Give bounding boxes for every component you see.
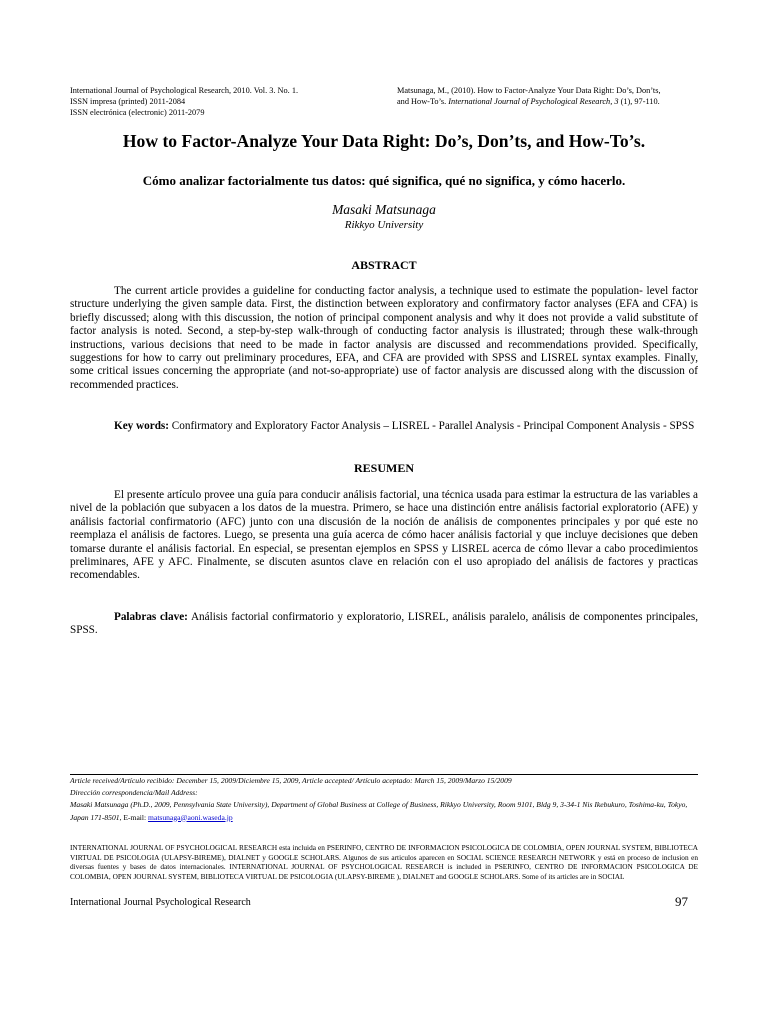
abstract-body: The current article provides a guideline for conducting factor analysis, a technique used to estimate the population- level factor structure underlying the given sample data. First, the distinction between exploratory and confirmatory factor analyses (EFA and CFA) is briefly discussed; along with this discussion, the notion of principal component analysis and why it does not provide a valid substitute of factor analysis is noted. Second, a step-by-step walk-through of conducting factor analysis is illustrated; through these walk-through instructions, various decisions that need to be made in factor analysis are discussed and recommendations provided. Specifically, suggestions for how to carry out preliminary procedures, EFA, and CFA are provided with SPSS and LISREL syntax examples. Finally, some critical issues concerning the appropriate (and not-so-appropriate) use of factor analysis are discussed along with the discussion of recommended practices. <box>70 285 698 391</box>
email-label: E-mail: <box>121 812 149 822</box>
palabras-clave-label: Palabras clave: <box>114 611 188 623</box>
resumen-keywords <box>70 611 698 638</box>
citation-journal: International Journal of Psychological Research, 3 <box>448 97 619 106</box>
palabras-clave-text: Análisis factorial confirmatorio y exploratorio, LISREL, análisis paralelo, análisis de componentes principales, SPSS. <box>70 611 699 637</box>
citation-line-1: Matsunaga, M., (2010). How to Factor-Analyze Your Data Right: Do’s, Don’ts, <box>397 86 661 95</box>
abstract-heading: ABSTRACT <box>351 258 417 272</box>
author-affiliation: Rikkyo University <box>344 219 424 231</box>
citation-pages: (1), 97-110. <box>618 97 660 106</box>
page-number: 97 <box>675 894 688 909</box>
keywords-label: Key words: <box>114 420 169 432</box>
resumen-body: El presente artículo provee una guía para conducir análisis factorial, una técnica usada para estimar la estructura de las variables a nivel de la población que subyacen a los datos de la muestra. Primero, se hace una distinción entre análisis factorial exploratorio (AFE) y análisis factorial confirmatorio (AFC) junto con una discusión de la noción de análisis de componentes principales y por qué este no reemplaza el análisis de factores. Luego, se presenta una guía acerca de cómo hacer análisis factorial y que incluye decisiones que deben tomarse durante el análisis factorial. En especial, se presentan ejemplos en SPSS y LISREL acerca de cómo llevar a cabo procedimientos preliminares, AFE y AFC. Finalmente, se discuten asuntos clave en relación con el uso apropiado del análisis de factores y practicas recomendables. <box>70 489 698 582</box>
journal-citation-line: International Journal of Psychological Research, 2010. Vol. 3. No. 1. <box>70 86 299 95</box>
keywords-text: Confirmatory and Exploratory Factor Analysis – LISREL - Parallel Analysis - Principal Component Analysis - SPSS <box>169 420 695 432</box>
address-text: Masaki Matsunaga (Ph.D., 2009, Pennsylvania State University), Department of Global Business at College of Business, Rikkyo University, Room 9101, Bldg 9, 3-34-1 Nis Ikebukuro, Toshima-ku, Tokyo, Japan 171-8501, <box>70 800 688 822</box>
mail-address-label: Dirección correspondencia/Mail Address: <box>70 788 198 797</box>
citation-line-2 <box>397 96 697 107</box>
email-link[interactable]: matsunaga@aoni.waseda.jp <box>148 812 233 822</box>
article-citation-header <box>397 85 697 107</box>
article-received-note: Article received/Artículo recibido: December 15, 2009/Diciembre 15, 2009, Article accepted/ Artículo aceptado: March 15, 2009/Marzo 15/2009 <box>70 776 512 785</box>
issn-electronic: ISSN electrónica (electronic) 2011-2079 <box>70 108 205 117</box>
journal-header-left <box>70 85 370 118</box>
citation-text: and How-To’s. <box>397 97 449 106</box>
indexing-notes: INTERNATIONAL JOURNAL OF PSYCHOLOGICAL RESEARCH esta incluida en PSERINFO, CENTRO DE INFORMACION PSICOLOGICA DE COLOMBIA, OPEN JOURNAL SYSTEM, BIBLIOTECA VIRTUAL DE PSICOLOGIA (ULAPSY-BIREME), DIALNET y GOOGLE SCHOLARS. Algunos de sus articulos aparecen en SOCIAL SCIENCE RESEARCH NETWORK y está en proceso de inclusion en diversas fuentes y bases de datos internacionales. INTERNATIONAL JOURNAL OF PSYCHOLOGICAL RESEARCH is included in PSERINFO, CENTRO DE INFORMACION PSICOLOGICA DE COLOMBIA, OPEN JOURNAL SYSTEM, BIBLIOTECA VIRTUAL DE PSICOLOGIA (ULAPSY-BIREME ), DIALNET and GOOGLE SCHOLARS. Some of its articles are in SOCIAL <box>70 843 698 881</box>
abstract-keywords <box>70 420 698 433</box>
article-subtitle: Cómo analizar factorialmente tus datos: qué significa, qué no significa, y cómo hacerlo. <box>142 173 626 188</box>
resumen-heading: RESUMEN <box>353 461 414 475</box>
issn-printed: ISSN impresa (printed) 2011-2084 <box>70 97 186 106</box>
author-name: Masaki Matsunaga <box>332 202 436 217</box>
author-address <box>70 799 698 824</box>
page-footer-journal: International Journal Psychological Research <box>70 897 251 908</box>
article-title: How to Factor-Analyze Your Data Right: Do’s, Don’ts, and How-To’s. <box>122 131 646 151</box>
